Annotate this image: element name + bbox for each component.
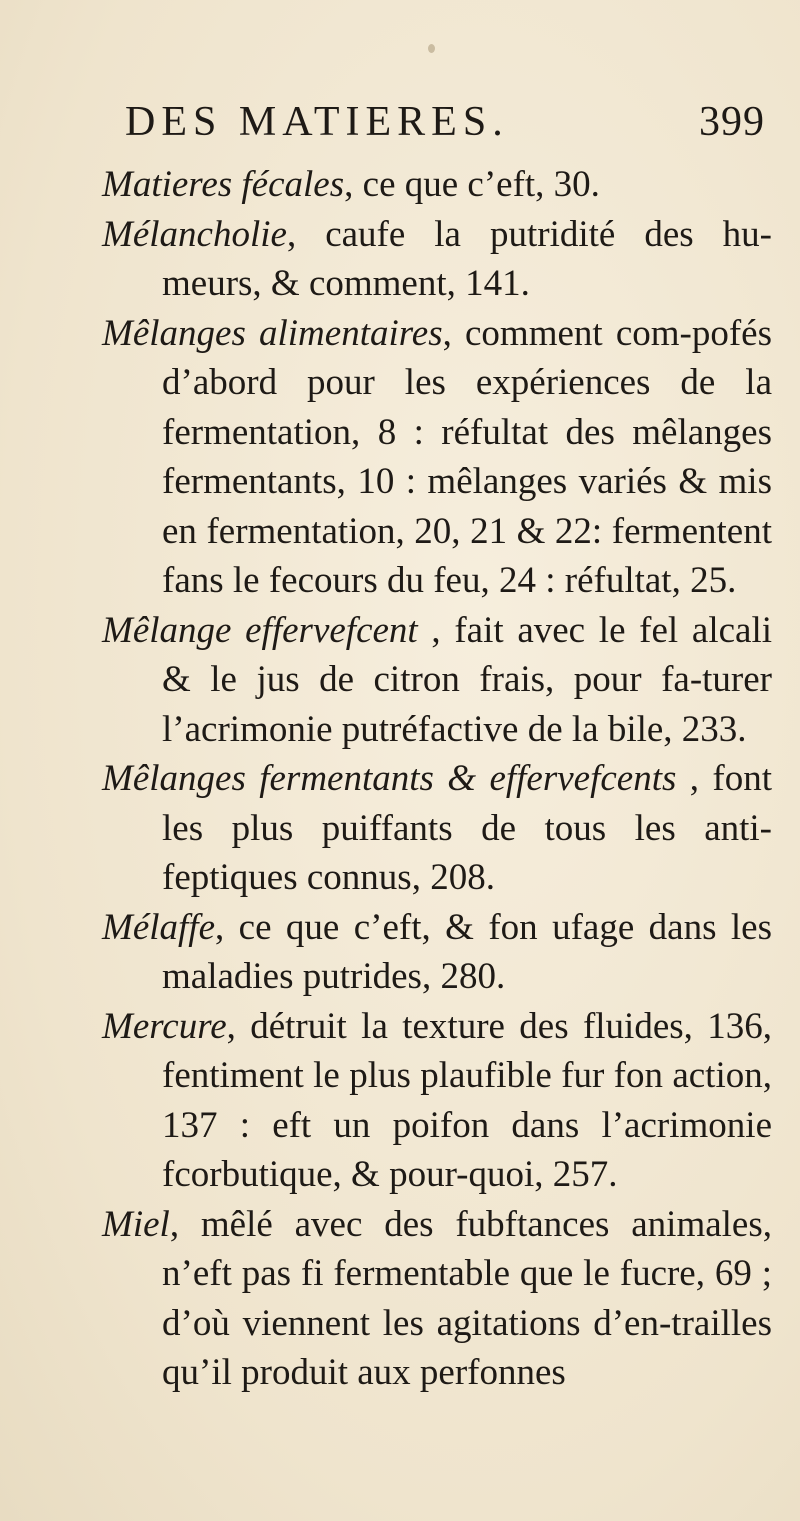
entry-term: Miel xyxy=(102,1203,170,1245)
entry-text: , détruit la texture des fluides, 136, fentiment le plus plaufible fur fon action, 137 : eft un poifon dans l’acrimonie fcorbutique, & pour-quoi, 257. xyxy=(162,1005,772,1195)
entry-text: , ce que c’eft, 30. xyxy=(344,164,600,205)
index-entry xyxy=(102,903,772,1002)
entry-text: , comment com-pofés d’abord pour les expériences de la fermentation, 8 : réfultat des mêlanges fermentants, 10 : mêlanges variés & mis en fermentation, 20, 21 & 22: fermentent fans le fecours du feu, 24 : réfultat, 25. xyxy=(162,312,772,601)
index-entry xyxy=(102,309,772,606)
running-header xyxy=(125,98,765,146)
index-entry xyxy=(102,210,772,309)
paper-speck xyxy=(428,44,435,53)
entry-term: Mêlange effervefcent xyxy=(102,609,418,651)
entry-term: Matieres fécales xyxy=(102,164,345,205)
entry-term: Mêlanges fermentants & effervefcents xyxy=(102,758,677,799)
index-entry xyxy=(102,1002,772,1200)
entry-text: , mêlé avec des fubftances animales, n’eft pas fi fermentable que le fucre, 69 ; d’où viennent les agitations d’en-trailles qu’il produit aux perfonnes xyxy=(162,1203,772,1393)
index-entry xyxy=(102,754,772,903)
index-entries xyxy=(102,160,772,1398)
index-entry xyxy=(102,160,772,210)
header-title: DES MATIERES. xyxy=(125,99,509,145)
entry-text: , ce que c’eft, & fon ufage dans les maladies putrides, 280. xyxy=(162,906,772,997)
entry-term: Mêlanges alimentaires xyxy=(102,312,443,354)
entry-term: Mélancholie xyxy=(102,213,287,255)
index-entry xyxy=(102,1200,772,1398)
entry-term: Mercure xyxy=(102,1005,227,1047)
entry-term: Mélaffe xyxy=(102,906,216,948)
entry-text: , font les plus puiffants de tous les anti-feptiques connus, 208. xyxy=(162,758,773,898)
entry-text: , fait avec le fel alcali & le jus de citron frais, pour fa-turer l’acrimonie putréfactive de la bile, 233. xyxy=(162,609,773,750)
index-entry xyxy=(102,606,772,755)
entry-text: , caufe la putridité des hu-meurs, & comment, 141. xyxy=(162,213,772,304)
page-number: 399 xyxy=(699,99,765,145)
